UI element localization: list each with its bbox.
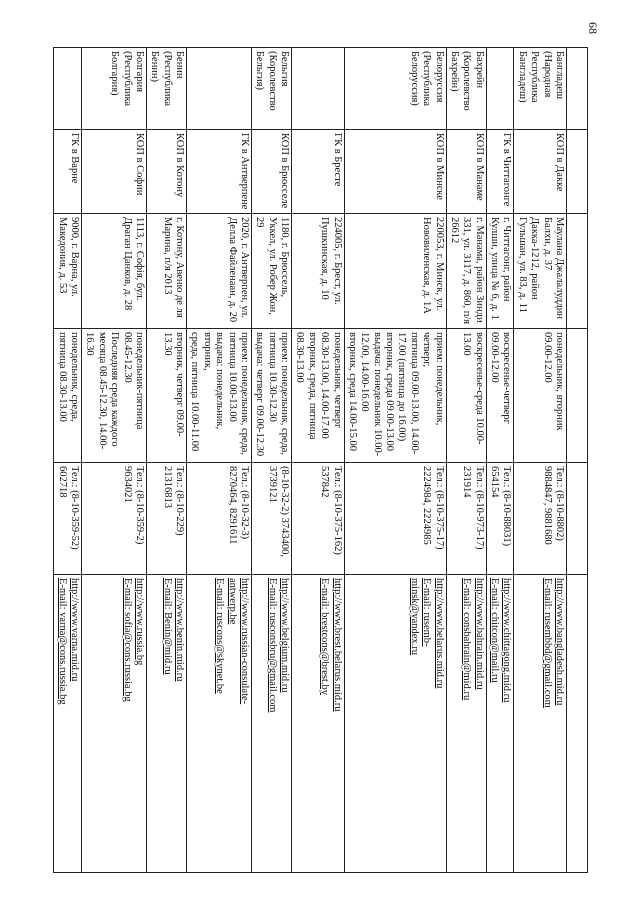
hours-cell-line: месяца 08.45-12.30, 14.00- (96, 332, 108, 450)
office-cell (446, 130, 486, 214)
web-email-cell (514, 575, 567, 873)
table-row (147, 48, 187, 873)
hours-cell-line: пятница 10.00-13.00 (226, 332, 238, 422)
country-cell-line: Бельгия) (254, 51, 266, 90)
hours-cell-line: 17.00 (пятница до 16.00) (396, 332, 408, 442)
office-cell (514, 130, 567, 214)
hours-cell-line: прием: понедельник, четверг, (421, 332, 445, 426)
phone-cell-line: Тел.: (8-10-32-3) (239, 466, 250, 540)
phone-cell (54, 463, 82, 575)
phone-cell-line: (8-10-32-2) 3743400, (279, 466, 291, 557)
address-cell-line: г. Котону, Авеню де ля (174, 217, 186, 318)
consulates-table-body (54, 48, 588, 873)
phone-cell (446, 463, 486, 575)
office-cell-text: ГК в Читтагонге (501, 133, 513, 207)
hours-cell (252, 329, 292, 463)
hours-cell (514, 329, 567, 463)
address-cell (252, 214, 292, 329)
hours-cell-line: 12.00, 14.00-16.00 (359, 332, 371, 412)
email-link[interactable]: E-mail: consbahrain@mid.ru (461, 578, 473, 701)
web-email-cell (344, 575, 446, 873)
office-cell (292, 130, 345, 214)
phone-cell-line: Тел.: (8-10-8802) (554, 466, 565, 541)
rotated-table-wrapper (56, 47, 588, 872)
address-cell (147, 214, 187, 329)
table-row (514, 48, 567, 873)
phone-cell-line: Тел.: (8-10-973-17) (473, 466, 485, 550)
country-cell-line: Республика (529, 51, 541, 103)
office-cell (54, 130, 82, 214)
table-header-row (567, 48, 588, 873)
hours-cell-line: прием: понедельник, среда, (279, 332, 291, 456)
email-link[interactable]: E-mail: Benin@mid.ru (161, 578, 173, 675)
address-cell-line: 29 (254, 217, 266, 228)
hours-cell-line: понедельник-пятница (134, 332, 145, 430)
hours-cell (147, 329, 187, 463)
address-cell-line: Гульшан, ул. 83, д. 11 (516, 217, 528, 313)
country-cell (514, 48, 567, 130)
address-cell-line: 331, ул. 3117, д. 860, п/я (461, 217, 473, 325)
office-cell-text: КОП в Дакке (554, 133, 565, 192)
hours-cell-line: вторник, четверг 09.00-13.30 (161, 332, 186, 437)
hours-cell-line: вторник, среда 14.00-15.00 (347, 332, 358, 452)
phone-cell-line: Тел.: (8-10-375-162) (331, 466, 343, 555)
web-email-cell (292, 575, 345, 873)
office-cell-text: ГК в Варне (69, 133, 81, 184)
address-cell-line: Дакка-1212, район (529, 217, 541, 300)
header-cell (567, 329, 588, 463)
hours-cell-line: среда, пятница 10.00-11.00 (189, 332, 201, 452)
office-cell-text: ГК в Бресте (331, 133, 343, 187)
page-number: 68 (586, 22, 600, 34)
country-cell (486, 48, 514, 130)
address-cell (486, 214, 514, 329)
address-cell-line: Нововиленская, д. 1А (421, 217, 433, 314)
hours-cell (82, 329, 147, 463)
hours-cell-line: пятница 09.00-13.00, 14.00- (408, 332, 420, 455)
web-email-cell (446, 575, 486, 873)
hours-cell (292, 329, 345, 463)
office-cell-text: КОП в Минске (433, 133, 445, 200)
email-link[interactable]: E-mail: rusembbd@gmail.com (541, 578, 553, 708)
phone-cell (344, 463, 446, 575)
address-cell-line: 220053, г. Минск, ул. (433, 217, 445, 311)
website-link[interactable]: http://www.varna.mid.ru (69, 578, 81, 682)
address-cell-line: Маулана Джалалуддин (554, 217, 565, 319)
phone-cell-line: Тел.: (8-10-229) (174, 466, 186, 536)
table-row (54, 48, 82, 873)
office-cell-text: КОП в Софии (134, 133, 145, 196)
office-cell (187, 130, 252, 214)
web-email-cell (252, 575, 292, 873)
address-cell-line: Уккел, ул. Робер Жон, (266, 217, 278, 315)
web-email-cell (147, 575, 187, 873)
country-cell-line: Болгария) (109, 51, 121, 96)
website-link[interactable]: http://www.russian-consulate- (239, 578, 250, 705)
country-cell-line: Бельгия (279, 51, 291, 87)
phone-cell-line: 654154 (489, 466, 501, 498)
phone-cell (82, 463, 147, 575)
hours-cell (446, 329, 486, 463)
country-cell (344, 48, 446, 130)
country-cell (446, 48, 486, 130)
country-cell-line: (Республика (421, 51, 433, 107)
address-cell-line: Пушкинская, д. 10 (319, 217, 331, 300)
header-cell (567, 48, 588, 130)
address-cell-line: Драган Цанков, д. 28 (121, 217, 133, 311)
country-cell-line: Белоруссия) (408, 51, 420, 106)
hours-cell-line: понедельник, вторник (554, 332, 565, 431)
website-link[interactable]: http://www.chittagong.mid.ru (501, 578, 513, 703)
country-cell-line: Бенин (Республика (161, 51, 186, 107)
hours-cell-line: пятница 10.30-12.30 (266, 332, 278, 422)
website-link[interactable]: antwerp.be (226, 578, 238, 625)
website-link[interactable]: http://www.russia.bg (134, 578, 145, 666)
website-link[interactable]: http://www.benin.mid.ru (174, 578, 186, 682)
phone-cell (147, 463, 187, 575)
web-email-cell (486, 575, 514, 873)
email-link[interactable]: E-mail: chitcon@mail.ru (489, 578, 501, 683)
office-cell-text: ГК в Антверпене (239, 133, 250, 210)
phone-cell-line: 231914 (461, 466, 473, 498)
country-cell (187, 48, 252, 130)
office-cell (252, 130, 292, 214)
phone-cell-line: 21316813 (161, 466, 173, 508)
office-cell-text: КОП в Котону (174, 133, 186, 198)
address-cell-line: г. Манама, район Зинди (473, 217, 485, 323)
email-link[interactable]: E-mail: brestcons@brest.by (319, 578, 331, 695)
address-cell-line: 1180, г. Брюссель, (279, 217, 291, 298)
hours-cell-line: 09.00-12.00 (541, 332, 553, 383)
country-cell-line: Бангладеш (554, 51, 565, 100)
website-link[interactable]: http://www.bahrain.mid.ru (473, 578, 485, 690)
phone-cell-line: 9884847, 9881680 (541, 466, 553, 545)
hours-cell (344, 329, 446, 463)
address-cell (292, 214, 345, 329)
address-cell-line: Македония, д. 53 (56, 217, 68, 294)
address-cell-line: 224005, г. Брест, ул. (331, 217, 343, 305)
address-cell-line: Кулши, улица № 6, д. 1 (489, 217, 501, 320)
country-cell-line: Бенин) (149, 51, 161, 83)
address-cell-line: 9000, г. Варна, ул. (69, 217, 81, 297)
web-email-cell (82, 575, 147, 873)
hours-cell-line: понедельник, среда, (69, 332, 81, 422)
header-cell (567, 130, 588, 214)
address-cell-line: 1113, г. Софія, бул. (134, 217, 145, 301)
country-cell (292, 48, 345, 130)
email-link[interactable]: E-mail: varna@cons.russia.bg (56, 578, 68, 705)
phone-cell (292, 463, 345, 575)
phone-cell-line: 3739121 (266, 466, 278, 503)
address-cell (187, 214, 252, 329)
website-link[interactable]: http://www.belarus.mid.ru (433, 578, 445, 689)
hours-cell-line: 08.45-12.30 (121, 332, 133, 383)
hours-cell-line: вторник, среда, пятница (306, 332, 318, 440)
hours-cell-line: выдача: понедельник 10.00- (371, 332, 383, 457)
email-link[interactable]: E-mail: rusemb- (421, 578, 433, 647)
hours-cell-line: Последняя среда каждого (109, 332, 121, 447)
table-row (252, 48, 292, 873)
phone-cell-line: Тел.: (8-10-359-2) (134, 466, 145, 545)
hours-cell (187, 329, 252, 463)
phone-cell-line: 8270464, 8291611 (226, 466, 238, 545)
website-link[interactable]: http://www.brest.belarus.mid.ru (331, 578, 343, 712)
address-cell (344, 214, 446, 329)
country-cell (54, 48, 82, 130)
header-cell (567, 463, 588, 575)
table-row (344, 48, 446, 873)
header-cell (567, 575, 588, 873)
country-cell (252, 48, 292, 130)
hours-cell (486, 329, 514, 463)
hours-cell-line: воскресенье-четверг (501, 332, 513, 424)
table-row (187, 48, 252, 873)
phone-cell (514, 463, 567, 575)
address-cell (514, 214, 567, 329)
office-cell-text: КОП в Брюсселе (279, 133, 291, 209)
hours-cell-line: пятница 08.30-13.00 (56, 332, 68, 422)
address-cell (446, 214, 486, 329)
address-cell (54, 214, 82, 329)
email-link[interactable]: minsk@yandex.ru (408, 578, 420, 656)
hours-cell-line: 08.30-13.00, 14.00-17.00 (319, 332, 331, 439)
web-email-cell (187, 575, 252, 873)
address-cell-line: 2020, г. Антверпен, ул. (239, 217, 250, 319)
country-cell (82, 48, 147, 130)
office-cell (82, 130, 147, 214)
hours-cell-line: 16.30 (84, 332, 96, 356)
country-cell-line: (Народная (541, 51, 553, 98)
table-row (292, 48, 345, 873)
country-cell-line: Бангладеш) (516, 51, 528, 103)
phone-cell (486, 463, 514, 575)
country-cell-line: Бахрейн) (449, 51, 460, 92)
website-link[interactable]: http://www.bangladesh.mid.ru (554, 578, 565, 706)
country-cell-line: (Республика (121, 51, 133, 107)
hours-cell-line: понедельник, четверг (331, 332, 343, 429)
phone-cell-line: Тел.: (8-10-359-52) (69, 466, 81, 550)
address-cell (82, 214, 147, 329)
address-cell-line: Балхи, д. 37 (541, 217, 553, 271)
phone-cell-line: 602718 (56, 466, 68, 498)
country-cell-line: (Королевство (461, 51, 473, 111)
phone-cell-line: Тел.: (8-10-375-17) (433, 466, 445, 550)
phone-cell-line: Тел.: (8-10-88031) (501, 466, 513, 547)
hours-cell (54, 329, 82, 463)
web-email-cell (54, 575, 82, 873)
website-link[interactable]: http://www.belgium.mid.ru (279, 578, 291, 693)
office-cell (486, 130, 514, 214)
hours-cell-line: 08.30-13.00 (294, 332, 306, 383)
address-cell-line: Делла Файленаан, д. 20 (226, 217, 238, 323)
hours-cell-line: воскресенье-среда 10.00-13.00 (461, 332, 485, 445)
address-cell-line: 26612 (449, 217, 460, 244)
address-cell-line: г. Читтагонг, район (501, 217, 513, 302)
phone-cell-line: 537842 (319, 466, 331, 498)
phone-cell-line: 9634021 (121, 466, 133, 503)
email-link[interactable]: E-mail: rusconsbru@gmail.com (266, 578, 278, 713)
consulates-table (53, 47, 588, 873)
header-cell (567, 214, 588, 329)
table-row (82, 48, 147, 873)
hours-cell-line: прием: понедельник, среда, (239, 332, 250, 456)
hours-cell-line: 09.00-12.00 (489, 332, 501, 383)
hours-cell-line: выдача: понедельник, вторник, (201, 332, 226, 430)
hours-cell-line: выдача: четверг 09.00-12.30 (254, 332, 266, 457)
phone-cell (252, 463, 292, 575)
country-cell-line: (Королевство (266, 51, 278, 111)
country-cell-line: Болгария (134, 51, 145, 93)
phone-cell (187, 463, 252, 575)
country-cell-line: Бахрейн (473, 51, 485, 89)
office-cell (344, 130, 446, 214)
hours-cell-line: вторник, среда 09.00-13.00 (384, 332, 396, 452)
office-cell-text: КОП в Манаме (473, 133, 485, 201)
country-cell-line: Белоруссия (433, 51, 445, 103)
table-row (446, 48, 486, 873)
office-cell (147, 130, 187, 214)
address-cell-line: Марина, п/я 2013 (161, 217, 173, 295)
table-row (486, 48, 514, 873)
email-link[interactable]: E-mail: ruscons@skynet.be (214, 578, 226, 694)
phone-cell-line: 2224984, 2224985 (421, 466, 433, 545)
email-link[interactable]: E-mail: sofia@cons.russia.bg (121, 578, 133, 702)
country-cell (147, 48, 187, 130)
